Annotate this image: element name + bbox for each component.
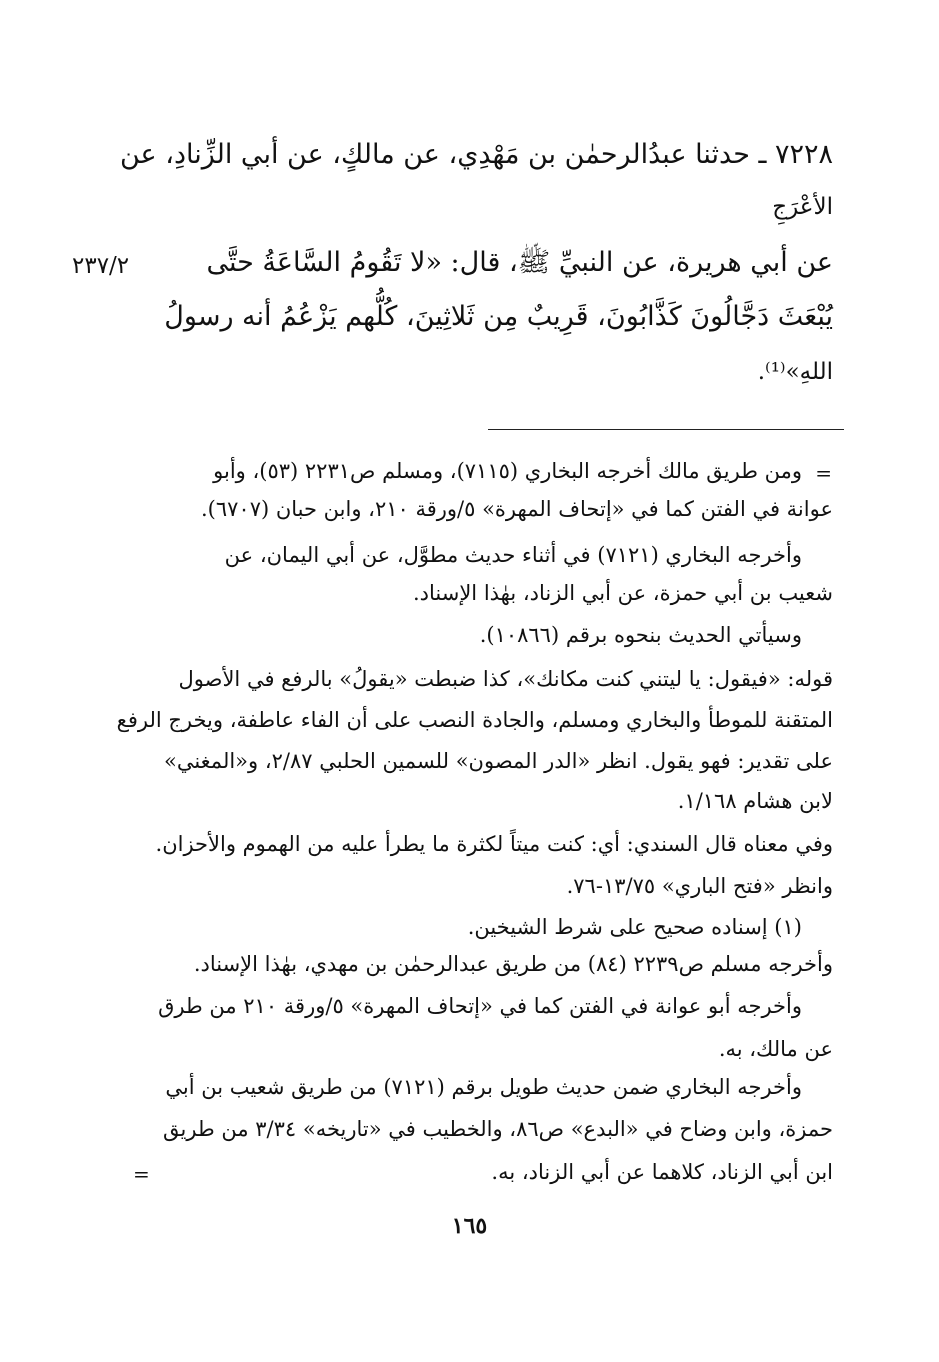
footnote-line: وانظر «فتح الباري» ١٣/٧٥-٧٦.	[566, 874, 833, 898]
page-number: ١٦٥	[451, 1213, 488, 1239]
footnote-line: عوانة في الفتن كما في «إتحاف المهرة» ٥/ورقة ٢١٠، وابن حبان (٦٧٠٧).	[200, 497, 833, 521]
footnote-line: ومن طريق مالك أخرجه البخاري (٧١١٥)، ومسلم ص٢٢٣١ (٥٣)، وأبو	[213, 459, 802, 483]
hadith-line-2: الأعْرَجِ	[772, 194, 833, 220]
footnote-line: ابن أبي الزناد، كلاهما عن أبي الزناد، به.	[491, 1160, 833, 1184]
hadith-line-5: اللهِ»⁽¹⁾.	[757, 359, 833, 385]
footnote-line: لابن هشام ١/١٦٨.	[677, 789, 833, 813]
footnote-line: شعيب بن أبي حمزة، عن أبي الزناد، بهٰذا الإسناد.	[412, 581, 833, 605]
footnote-line: وأخرجه البخاري ضمن حديث طويل برقم (٧١٢١) من طريق شعيب بن أبي	[165, 1075, 802, 1099]
footnote-separator	[488, 429, 844, 430]
footnote-line: المتقنة للموطأ والبخاري ومسلم، والجادة النصب على أن الفاء عاطفة، ويخرج الرفع	[116, 708, 833, 732]
footnote-line: وسيأتي الحديث بنحوه برقم (١٠٨٦٦).	[479, 623, 802, 647]
footnote-line: عن مالك، به.	[718, 1037, 833, 1061]
continuation-marker-bottom: =	[133, 1162, 150, 1186]
footnote-line: حمزة، وابن وضاح في «البدع» ص٨٦، والخطيب في «تاريخه» ٣/٣٤ من طريق	[163, 1117, 833, 1141]
hadith-line-3: عن أبي هريرة، عن النبيِّ ﷺ، قال: «لا تَقُومُ السَّاعَةُ حتَّى	[206, 247, 833, 278]
footnote-line: قوله: «فيقول: يا ليتني كنت مكانك»، كذا ضبطت «يقولُ» بالرفع في الأصول	[178, 667, 833, 691]
footnote-line: وأخرجه مسلم ص٢٢٣٩ (٨٤) من طريق عبدالرحمٰن بن مهدي، بهٰذا الإسناد.	[193, 952, 833, 976]
hadith-line-1: ٧٢٢٨ ـ حدثنا عبدُالرحمٰن بن مَهْدِي، عن مالكٍ، عن أبي الزِّنادِ، عن	[120, 139, 833, 170]
hadith-line-4: يُبْعَثَ دَجَّالُونَ كَذَّابُونَ، قَرِيبٌ مِن ثَلاثِينَ، كُلُّهم يَزْعُمُ أنه رسولُ	[164, 301, 833, 332]
footnote-line: وفي معناه قال السندي: أي: كنت ميتاً لكثرة ما يطرأ عليه من الهموم والأحزان.	[155, 832, 833, 856]
footnote-line: على تقدير: فهو يقول. انظر «الدر المصون» للسمين الحلبي ٢/٨٧، و«المغني»	[163, 749, 833, 773]
footnote-line: وأخرجه أبو عوانة في الفتن كما في «إتحاف المهرة» ٥/ورقة ٢١٠ من طرق	[158, 994, 802, 1018]
continuation-marker-top: =	[815, 461, 832, 485]
footnote-line: وأخرجه البخاري (٧١٢١) في أثناء حديث مطوَّل، عن أبي اليمان، عن	[224, 543, 802, 567]
hadith-reference: ٢٣٧/٢	[72, 253, 130, 279]
footnote-heading: (١) إسناده صحيح على شرط الشيخين.	[467, 915, 802, 939]
